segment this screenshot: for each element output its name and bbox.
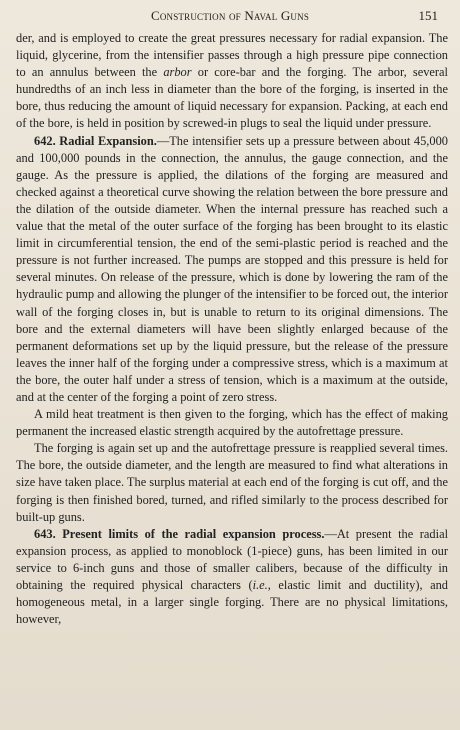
page-header [0,8,460,24]
paragraph: A mild heat treatment is then given to the forging, which has the effect of making permanent the increased elastic strength acquired by the autofrettage pressure. [16,407,448,439]
paragraph-text: or core-bar and the forging. The arbor, several hundredths of an inch less in diameter than the bore of the forging, is inserted in the bore, thus reducing the amount of liquid necessary for expansion. Packing, at each end of the bore, is held in position by screwed-in plugs to seal the liquid under pressure. [16,65,448,131]
paragraph-text: elastic limit and ductility), and homogeneous metal, in a larger single forging. There are no physical limitations, however, [16,578,448,627]
paragraph-text: —At present the radial expansion process, as applied to monoblock (1-piece) guns, has been limited in our service to 6-inch guns and those of smaller calibers, because of the difficulty in obtaining the required physical characters ( [16,526,449,592]
section-heading-642: 642. Radial Expansion. [34,133,157,148]
paragraph-text: der, and is employed to create the great pressures necessary for radial expansion. The liquid, glycerine, from the intensifier passes through a high pressure pipe connection to an annulus between the [16,31,448,80]
body-text [16,30,448,628]
italic-term: arbor [163,65,192,80]
paragraph: The forging is again set up and the autofrettage pressure is reapplied several times. The bore, the outside diameter, and the length are measured to find what alterations in size have taken place. The surplus material at each end of the forging is cut off, and the forging is then finished bored, turned, and rifled similarly to the process described for built-up guns. [16,441,448,524]
italic-abbrev: i.e., [252,578,271,592]
paragraph-text: —The intensifier sets up a pressure between about 45,000 and 100,000 pounds in the connection, the annulus, the gauge connection, and the gauge. As the pressure is applied, the dilations of the forging are measured and checked against a theoretical curve showing the relation between the bore pressure and the dilation of the outside diameter. When the internal pressure has reached such a value that the metal of the outer surface of the forging has been brought to its elastic limit in circumferential tension, the end of the semi-plastic period is reached and the pressure is not further increased. The pumps are stopped and this pressure is held for several minutes. On release of the pressure, which is done by lowering the ram of the hydraulic pump and allowing the plunger of the intensifier to be forced out, the interior wall of the forging closes in, but is unable to return to its original dimensions. The bore and the external diameters will have been slightly enlarged because of the permanent deformations set up by the liquid pressure, but the release of the pressure leaves the inner half of the forging under a compressive stress, which is a maximum at the bore, the outer half under a stress of tension, which is a maximum at the outside, and at the center of the forging a point of zero stress. [16,133,448,404]
section-heading-643: 643. Present limits of the radial expansion process. [34,526,325,541]
running-head: Construction of Naval Guns [150,8,310,23]
page-number: 151 [418,8,438,23]
paragraph-643 [16,526,448,629]
paragraph-continued [16,30,448,133]
paragraph-642 [16,133,448,407]
